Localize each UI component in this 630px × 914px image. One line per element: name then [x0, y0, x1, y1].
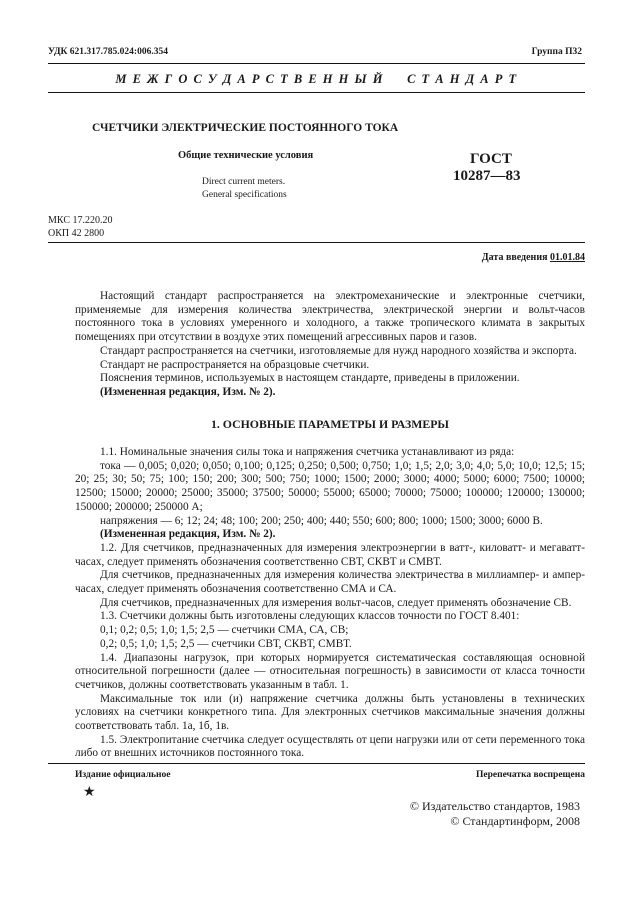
header-rule-top — [48, 63, 585, 64]
clause-1-3: 1.3. Счетчики должны быть изготовлены следующих классов точности по ГОСТ 8.401: — [100, 610, 520, 623]
clause-1-5: 1.5. Электропитание счетчика следует осуществлять от цепи нагрузки или от сети переменного тока либо от внешних источников постоянного тока. — [75, 733, 585, 760]
intro-paragraph-export: Стандарт распространяется на счетчики, изготовляемые для нужд народного хозяйства и экспорта. — [100, 344, 577, 357]
section1-text — [75, 446, 585, 761]
clause-1-4-maximum: Максимальные ток или (и) напряжение счетчика должны быть установлены в технических условиях на счетчики конкретного типа. Для электронных счетчиков максимальные значения должны соответствовать табл. 1а, 1б, 1в. — [75, 692, 585, 733]
copyright-2008: © Стандартинформ, 2008 — [450, 814, 580, 828]
clause-1-2-energy: 1.2. Для счетчиков, предназначенных для измерения электроэнергии в ватт-, киловатт- и мегаватт-часах, следует применять обозначения соответственно СВТ, СКВТ и СМВТ. — [75, 541, 585, 568]
clause-1-2-volt-hours: Для счетчиков, предназначенных для измерения вольт-часов, следует применять обозначение СВ. — [100, 596, 572, 609]
intro-amendment-note: (Измененная редакция, Изм. № 2). — [100, 385, 276, 398]
clause-1-1-current-series: тока — 0,005; 0,020; 0,050; 0,100; 0,125; 0,250; 0,500; 0,750; 1,0; 1,5; 2,0; 3,0; 4,0; 5,0; 10,0; 12,5; 15; 20; 25; 30; 50; 75; 100; 150; 200; 300; 500; 750; 1000; 1500; 2000; 3000; 4000; 5000; 6000; 7500; 10000; 12500; 15000; 20000; 25000; 35000; 37500; 50000; 55000; 65000; 70000; 75000; 100000; 120000; 130000; 150000; 200000; 250000 А; — [75, 459, 585, 513]
intro-text — [75, 290, 585, 400]
intro-paragraph-exclusion: Стандарт не распространяется на образцовые счетчики. — [100, 358, 370, 371]
english-title-line1: Direct current meters. — [202, 177, 286, 187]
section-heading: 1. ОСНОВНЫЕ ПАРАМЕТРЫ И РАЗМЕРЫ — [210, 417, 450, 431]
reprint-notice: Перепечатка воспрещена — [475, 770, 585, 780]
codes-rule — [48, 242, 585, 243]
footer-rule — [48, 763, 585, 764]
official-edition: Издание официальное — [75, 770, 171, 780]
gost-label: ГОСТ — [470, 151, 512, 167]
document-subtitle: Общие технические условия — [178, 150, 314, 161]
group-code: Группа П32 — [531, 47, 582, 57]
intro-date-value: 01.01.84 — [550, 252, 585, 263]
clause-1-1-amendment: (Измененная редакция, Изм. № 2). — [100, 528, 276, 541]
mks-code: МКС 17.220.20 — [48, 215, 113, 226]
gost-number: 10287—83 — [453, 168, 521, 184]
intro-paragraph-terms: Пояснения терминов, используемых в настоящем стандарте, приведены в приложении. — [100, 372, 520, 385]
document-title: СЧЕТЧИКИ ЭЛЕКТРИЧЕСКИЕ ПОСТОЯННОГО ТОКА — [92, 122, 399, 134]
intro-paragraph-scope: Настоящий стандарт распространяется на электромеханические и электронные счетчики, применяемые для измерения количества электричества, электрической энергии и вольт-часов постоянного тока в условиях умеренного и холодного, а также тропического климата в закрытых помещениях при отсутствии в воздухе этих помещений агрессивных паров и газов. — [75, 290, 585, 344]
clause-1-3-classes-a: 0,1; 0,2; 0,5; 1,0; 1,5; 2,5 — счетчики СМА, СА, СВ; — [100, 624, 349, 637]
clause-1-4-ranges: 1.4. Диапазоны нагрузок, при которых нормируется систематическая составляющая основной относительной погрешности (далее — относительная погрешность) в зависимости от класса точности счетчиков, должны соответствовать указанным в табл. 1. — [75, 651, 585, 691]
standard-banner: М Е Ж Г О С У Д А Р С Т В Е Н Н Ы Й С Т А Н Д А Р Т — [115, 72, 518, 86]
udk-code: УДК 621.317.785.024:006.354 — [48, 47, 168, 57]
intro-date-label: Дата введения — [481, 252, 548, 263]
okp-code: ОКП 42 2800 — [48, 228, 105, 239]
english-title-line2: General specifications — [202, 190, 287, 200]
star-icon: ★ — [83, 785, 96, 800]
header-rule-bottom — [48, 92, 585, 93]
clause-1-1: 1.1. Номинальные значения силы тока и напряжения счетчика устанавливают из ряда: — [100, 446, 515, 458]
copyright-1983: © Издательство стандартов, 1983 — [409, 799, 580, 813]
intro-date — [482, 252, 585, 263]
clause-1-1-voltage-series: напряжения — 6; 12; 24; 48; 100; 200; 250; 400; 440; 550; 600; 800; 1000; 1500; 3000; 6000 В. — [100, 514, 543, 527]
clause-1-3-classes-b: 0,2; 0,5; 1,0; 1,5; 2,5 — счетчики СВТ, СКВТ, СМВТ. — [100, 637, 352, 650]
clause-1-2-charge: Для счетчиков, предназначенных для измерения количества электричества в миллиампер- и ампер-часах, следует применять обозначения соответственно СМА и СА. — [75, 569, 585, 596]
